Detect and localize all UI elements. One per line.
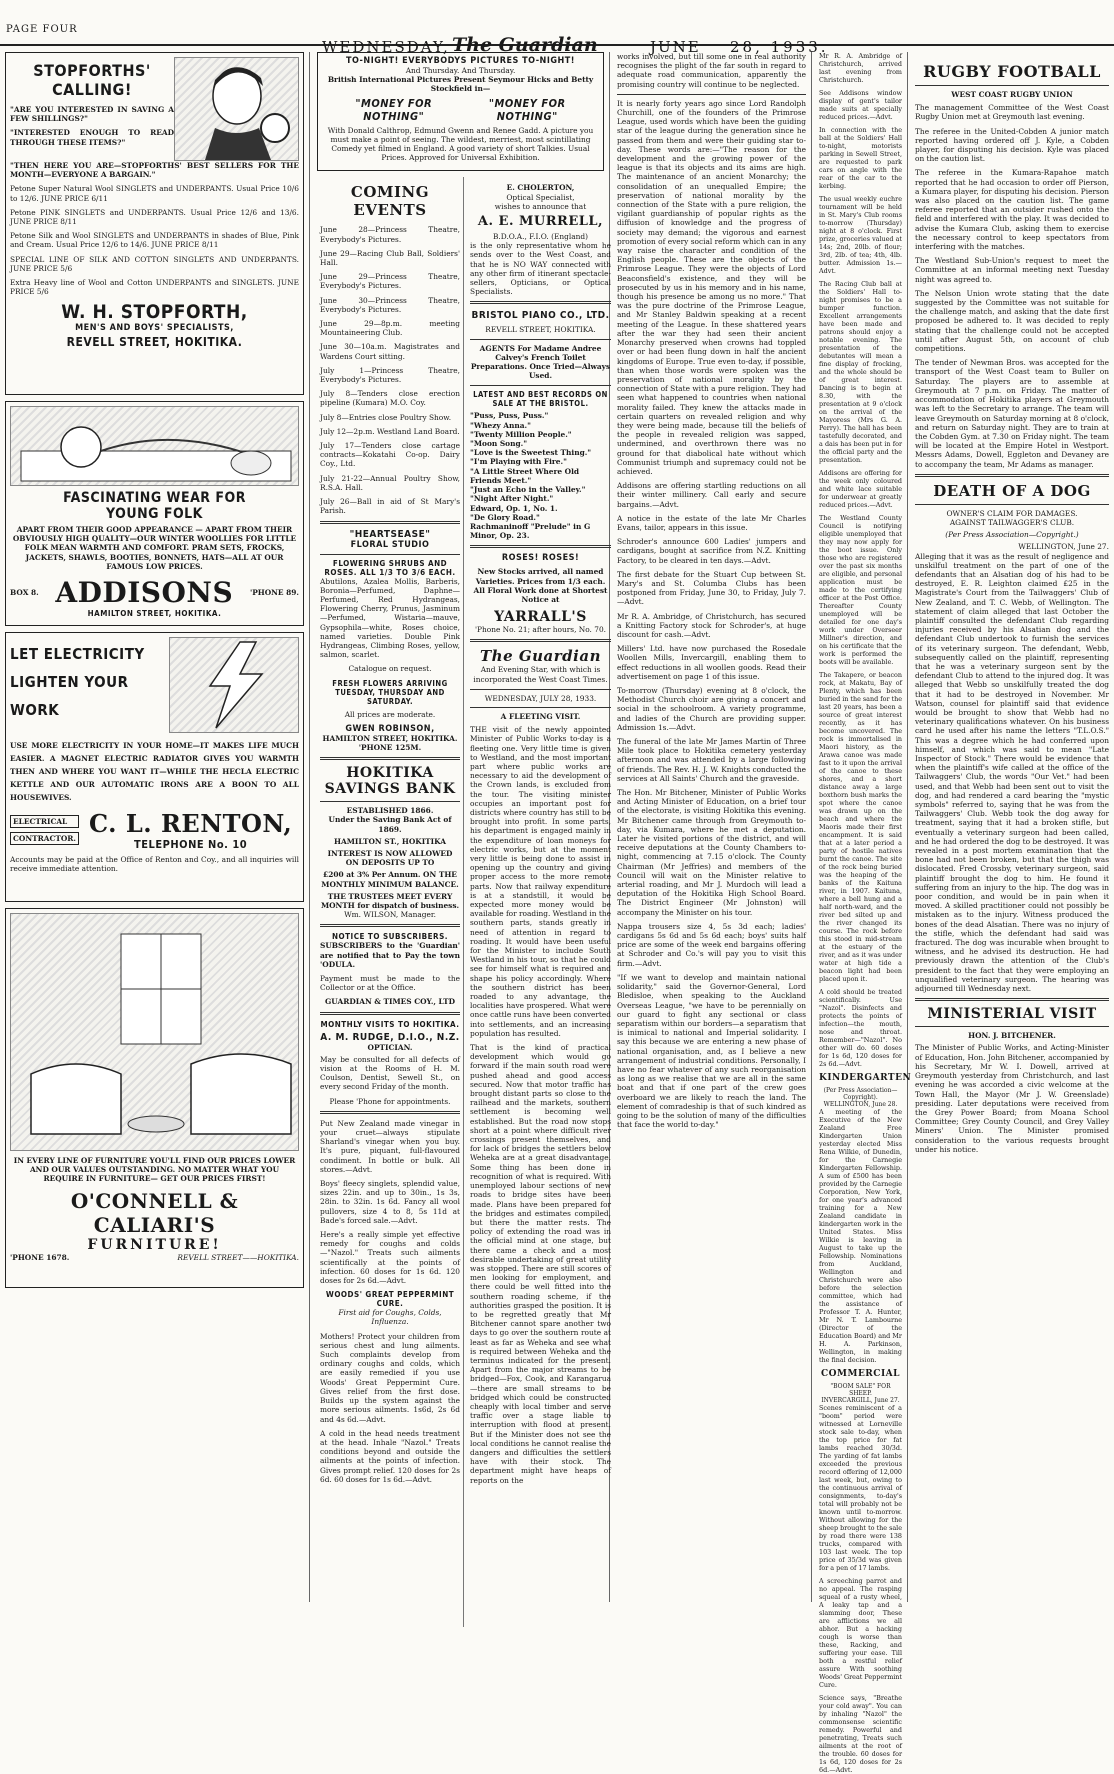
bristol-agents: AGENTS For Madame Andree Calvey's French Toilet Preparations. Once Tried—Always Used. [470, 343, 611, 381]
news-paragraph: Mr R. A. Ambridge, of Christchurch, has secured a Knitting Factory stock for Schroder's, at huge discount for cash.—Advt. [617, 611, 806, 639]
heartsease-sub: FLORAL STUDIO [350, 539, 430, 550]
record-item: "Night After Night." [470, 494, 554, 504]
stopforth-specialists: MEN'S AND BOYS' SPECIALISTS, [75, 323, 234, 334]
editorial-paragraph: THE visit of the newly appointed Minister of Public Works to-day is a fleeting one. Very little time is given to Westland, and the most important part where public works are necessary to aid the development of the Crown lands, is excluded from the tour. The visiting minister occupies an important post for districts where country has still to be brought into profit. In some parts, his department is engaged mainly in the expenditure of loan moneys for electric works, but at the moment very little is being done to assist in opening up the country and giving proper access to the more remote parts. Now that railway expenditure is at a standstill, it would be expected more money would be available for roading. Westland in the southern parts, stands greatly in need of attention in regard to roading. It would have been useful for the Minister to include South Westland in his tour, so that he could see for himself what is required and shape his policy accordingly. Where the southern district has been roaded to any advantage, the localities have prospered. What were once cattle runs have been converted into settlements, and an increasing population has resulted. [470, 725, 611, 1038]
pictures-presents: British International Pictures Present Seymour Hicks and Betty Stockfield in— [327, 75, 594, 94]
stopforth-name: W. H. STOPFORTH, [61, 301, 248, 324]
addisons-address: HAMILTON STREET, HOKITIKA. [87, 609, 222, 619]
roses-body: New Stocks arrived, all named Varieties. Prices from 1/3 each. All Floral Work done at Shortest Notice at [473, 567, 608, 604]
bank-street: HAMILTON ST., HOKITIKA [334, 836, 446, 846]
dog-heading: DEATH OF A DOG [933, 481, 1091, 500]
event-item: July 12—2p.m. Westland Land Board. [320, 426, 460, 436]
advert-column [0, 52, 310, 1602]
stopforth-advert [5, 52, 304, 395]
ministerial-body: The Minister of Public Works, and Acting-Minister of Education, Hon. John Bitchener, accompanied by his Secretary, Mr W. I. Dowell, arrived at Greymouth yesterday from Christchurch, and last evening he was accorded a civic welcome at the Town Hall, the Mayor (Mr J. W. Greenslade) presiding. Later deputations were received from the Grey Power Board; from Moana School Committee; Grey County Council, and Grey Valley Miners' Union. The Minister promised consideration to the various requests brought under his notice. [915, 1043, 1109, 1154]
stopforth-question-2: "INTERESTED ENOUGH TO READ THROUGH THESE ITEMS?" [10, 128, 174, 147]
man-with-telephone-illustration [174, 57, 299, 161]
bristol-address: REVELL STREET, HOKITIKA. [485, 325, 596, 335]
nazol-advert: A cold in the head needs treatment at the head. Inhale "Nazol." Treats conditions beyond and outside the ailments at the points of infection. Gives prompt relief. 120 doses for 2s 6d. 60 doses for 1s 6d.—Advt. [320, 1428, 460, 1484]
news-paragraph: The Racing Club ball at the Soldiers' Hall to-night promises to be a bumper function. Excellent arrangements have been made and patrons should enjoy a notable evening. The presentation of the debutantes will mean a fine display of frocking, and the whole should be of great interest. Dancing is to begin at 8.30, with the presentation at 9 o'clock on the arrival of the Mayoress (Mrs G. A. Perry). The hall has been tastefully decorated, and a dais has been put in for the official party and the presentation. [819, 280, 902, 464]
stopforth-subheadline: CALLING! [52, 80, 132, 99]
film-title: "MONEY FOR NOTHING" [488, 96, 566, 123]
sleeping-child-illustration [10, 406, 299, 486]
event-item: June 28—Princess Theatre, Everybody's Pictures. [320, 225, 460, 244]
record-item: "Twenty Million People." [470, 429, 572, 439]
oconnell-furniture: FURNITURE! [87, 1236, 222, 1253]
commercial-heading: COMMERCIAL [821, 1369, 900, 1379]
addisons-box: BOX 8. [10, 587, 39, 597]
murrell-qualifications: B.D.O.A., F.I.O. (England) [493, 232, 588, 242]
singlets-advert: Boys' fleecy singlets, splendid value, sizes 22in. and up to 30in., 1s 3s, 28in. to 32in. 1s 6d. Fancy all wool pullovers, size 4 to 8, 5s 11d at Bade's forced sale.—Advt. [320, 1179, 460, 1225]
news-paragraph: See Addisons window display of gent's tailor made suits at specially reduced prices.—Advt. [819, 89, 902, 121]
news-paragraph: Schroder's announce 600 Ladies' jumpers and cardigans, bought at sacrifice from N.Z. Knitting Factory, to be cleared in ten days.—Advt. [617, 537, 806, 565]
kindergarten-press: (Per Press Association—Copyright). [823, 1087, 898, 1101]
column-three [612, 52, 812, 1602]
heartsease-moderate: All prices are moderate. [344, 709, 436, 719]
subscribers-company: GUARDIAN & TIMES COY., LTD [324, 997, 456, 1007]
news-paragraph: To-morrow (Thursday) evening at 8 o'clock, the Methodist Church choir are giving a concert and social in the schoolroom. A variety programme, and ladies of the Church are providing supper. Admission 1s.—Advt. [617, 686, 806, 732]
bank-established: ESTABLISHED 1866. [346, 806, 434, 816]
film-title: "MONEY FOR NOTHING" [355, 96, 433, 123]
dog-subheading: OWNER'S CLAIM FOR DAMAGES. [946, 508, 1078, 518]
record-item: Rachmaninoff "Prelude" in G Minor, Op. 23. [470, 521, 591, 541]
dog-press: (Per Press Association—Copyright.) [945, 530, 1079, 540]
record-item: "Moon Song." [470, 439, 528, 449]
column-four [814, 52, 912, 1774]
column-two-left [317, 177, 464, 1627]
rugby-paragraph: The referee in the Kumara-Rapahoe match reported that he had occasion to order off Pierson, a Kumara player, for disputing his decision. Pierson was also placed on the caution list. The game referee reported that an outsider rushed onto the field and interfered with the play. It was decided to advise the Kumara Club, asking them to exercise the necessary control to keep spectators from interfering with the matches. [915, 168, 1109, 252]
guardian-date: WEDNESDAY, JULY 28, 1933. [484, 693, 597, 703]
pictures-dates: And Thursday. And Thursday. [405, 66, 516, 75]
bristol-name: BRISTOL PIANO CO., LTD. [471, 310, 610, 322]
editorial-paragraph: That is the kind of practical development which would go forward if the main south road were pushed ahead and good access secured. Now that motor traffic has brought distant parts so close to the railhead and the markets, southern settlement is becoming well established. But the road now stops short at a point where difficult river crossings present themselves, and for lack of bridges the settlers below Weheka are at a great disadvantage. Some thing has been done in recognition of what is required. With unemployed labour sections of new roads to bridge sites have been made. Plans have been prepared for the bridges and estimates compiled, but there the matter rests. The policy of extending the road was in the official mind at one stage, but there came a check and a most desirable undertaking of great utility was stopped. There are still scores of men looking for employment, and there could be well fitted into the southern roading scheme, if the authorities grasped the position. It is to be regretted greatly that Mr Bitchener cannot spare another two days to go over the southern route at least as far as Weheka and see what is required between Weheka and the terminus indicated for the present. Apart from the major streams to be bridged—Fox, Cook, and Karangarua—there are small streams to be bridged which could be constructed cheaply with local timber and serve traffic over a stage liable to interruption with flood at present. But if the Minister does not see the local conditions he cannot realise the dangers and difficulties the settlers have with their stock. The department might have heaps of reports on the [470, 1043, 611, 1485]
renton-label-contractor: CONTRACTOR. [10, 832, 79, 845]
bristol-latest: LATEST AND BEST RECORDS ON SALE AT THE BRISTOL. [473, 390, 608, 409]
column-two [312, 52, 610, 1602]
addisons-name: ADDISONS [55, 576, 234, 610]
kindergarten-body: A meeting of the Executive of the New Zealand Free Kindergarten Union yesterday elected Miss Rena Wilkie, of Dunedin, for the Carnegie Kindergarten Fellowship. A sum of £500 has been provided by the Carnegie Corporation, New York, for one year's advanced training for a New Zealand candidate in kindergarten work in the United States. Miss Wilkie is leaving in August to take up the Fellowship. Nominations from Auckland, Wellington and Christchurch were also before the selection committee, which had the assistance of Professor T. A. Hunter, Mr N. T. Lambourne (Director of the Education Board) and Mr H. A. Parkinson, Wellington, in making the final decision. [819, 1108, 902, 1364]
record-item: Edward, Op. 1, No. 1. [470, 503, 558, 513]
news-paragraph: The first debate for the Stuart Cup between St. Mary's and St. Columba Clubs has been postponed from Friday, June 30, to Friday, July 7.—Advt. [617, 569, 806, 607]
record-item: "Whezy Anna." [470, 420, 531, 430]
nazol-advert: Here's a really simple yet effective remedy for coughs and colds—"Nazol." Treats such ailments scientifically at the points of infection. 60 doses for 1s 6d. 120 doses for 2s 6d.—Advt. [320, 1230, 460, 1286]
heartsease-body: Abutilons, Azalea Mollis, Barberis, Boronia—Perfumed, Daphne—Perfumed, Red Hydrangeas, Flowering Cherry, Prunus, Jasminum—Perfumed, Wistaria—mauve, Gypsophila—white, Roses choice, named varieties. Double Pink Hydrangeas, Climbing Roses, yellow, salmon, scarlet. [320, 576, 460, 660]
stopforth-headline: STOPFORTHS' [33, 61, 151, 80]
kindergarten-dateline: WELLINGTON, June 28. [823, 1101, 898, 1108]
addisons-phone: 'PHONE 89. [249, 587, 299, 597]
murrell-specialist: Optical Specialist, [506, 192, 575, 202]
oconnell-advert [5, 908, 304, 1288]
murrell-name: A. E. MURRELL, [477, 214, 604, 230]
event-item: June 29—Princess Theatre, Everybody's Pictures. [320, 272, 460, 291]
rudge-heading: MONTHLY VISITS TO HOKITIKA. [320, 1019, 460, 1029]
masthead-day: WEDNESDAY, [322, 38, 450, 56]
man-portrait-icon [175, 58, 298, 160]
oconnell-phone: 'PHONE 1678. [10, 1252, 70, 1262]
record-item: "Puss, Puss, Puss." [470, 411, 549, 421]
news-paragraph: A cold should be treated scientifically. Use "Nazol". Disinfects and protects the points of infection—the mouth, nose and throat. Remember—"Nazol". No other will do. 60 doses for 1s 6d, 120 doses for 2s 6d.—Advt. [819, 988, 902, 1068]
pictures-advert [317, 52, 604, 171]
rugby-heading: RUGBY FOOTBALL [923, 62, 1101, 81]
bank-manager: Wm. WILSON, Manager. [344, 910, 436, 920]
records-list [470, 411, 611, 540]
event-item: July 8—Entries close Poultry Show. [320, 412, 452, 422]
kindergarten-heading: KINDERGARTEN [819, 1073, 912, 1083]
pictures-body: With Donald Calthrop, Edmund Gwenn and Renee Gadd. A picture you must make a point of seeing. The wildest, merriest, most scintillating Comedy yet filmed in England. A good variety of short Talkies. Usual Prices. Approved for Universal Exhibition. [327, 125, 594, 163]
event-item: June 30—10a.m. Magistrates and Wardens Court sitting. [320, 342, 460, 361]
heartsease-address: HAMILTON STREET, HOKITIKA. 'PHONE 125M. [322, 733, 458, 752]
rugby-paragraph: The referee in the United-Cobden A junior match reported having ordered off J. Kyle, a Cobden player, for disputing his decision. Kyle was placed on the caution list. [915, 126, 1109, 164]
subscribers-body: SUBSCRIBERS to the 'Guardian' are notified that to Pay the town 'ODULA. [320, 941, 460, 969]
record-item: "A Little Street Where Old Friends Meet." [470, 466, 580, 485]
heartsease-fresh: FRESH FLOWERS ARRIVING TUESDAY, THURSDAY AND SATURDAY. [332, 678, 448, 706]
news-paragraph: It is nearly forty years ago since Lord Randolph Churchill, one of the founders of the Primrose League, used words which have been the guiding star of the league during the generation since he passed from them and were their guiding star to-day. These words are:—"The reason for the development and the growing power of the league is that its objects and its aims are high. The maintenance of an ancient Monarchy; the consolidation of an unequalled Empire; the preservation of national morality by the connection of the State with a pure religion, the vigilant guardianship of popular rights as the diffusion of knowledge and the progress of society may demand; the vigorous and earnest promotion of every social reform which can in any way raise the character and condition of the English people. These are the objects of the Primrose League. They were the objects of Lord Beaconsfield's existence, and they will be prosecuted by us in his memory and in his name, though his presence be among us no more." That was the pure doctrine of the Primrose League, and Mr Stanley Baldwin speaking at a recent meeting of the League. In these shattered years after the war they had seen their ancient Monarchy preserved when crowns had toppled over or had been flung down in half the ancient kingdoms of Europe. True even to-day, if possible, than when those words were spoken was the preservation of national morality by the connection of State with a pure religion. They had seen what happened to countries when national morality failed. They knew the attacks made in certain quarters on revealed religion and why they were being made, because till the beliefs of the people in revealed religion was sapped, undermined, and overthrown there was no ground for that diabolical hate without which Communist triumph and supremacy could not be achieved. [617, 98, 806, 476]
oconnell-name: O'CONNELL & CALIARI'S [70, 1188, 239, 1237]
masthead-month: JUNE [650, 38, 701, 56]
roses-heading: ROSES! ROSES! [501, 553, 580, 564]
heartsease-owner: GWEN ROBINSON, [345, 723, 435, 734]
dog-body: Alleging that it was as the result of negligence and unskilful treatment on the part of one of the defendants that an Alsatian dog of his had to be destroyed, E. R. Leighton claimed £25 in the Magistrate's Court from the Tailwaggers' Club of New Zealand, and T. C. Webb, of Wellington. The statement of claim alleged that last October the plaintiff consulted the defendant Club regarding injuries received by his Alsatian dog and the defendant Club undertook to furnish the services of its veterinary surgeon. The defendant, Webb, subsequently called on the plaintiff, representing that he was a veterinary surgeon sent by the defendant Club to attend to the injured dog. It was alleged that Webb so unskilfully treated the dog that it had to be destroyed in November. Mr Watson, counsel for plaintiff said that evidence would be brought to show that Webb had no veterinary qualifications whatever. On his business card he used after his name the letters "T.L.O.S." This was a degree which he had conferred upon himself, and which was said to mean "Late Inspector of Stock." There would be evidence that when the plaintiff's wife called at the office of the Tailwaggers' Club, the words "Our Vet." had been used, and that Webb had been sent out to visit the dog, and had rendered a card bearing the "mystic symbols" referred to, saying that he was from the Tailwaggers' Club. Webb took the dog away for treatment, saying that it had a broken stifle, but eventually a veterinary surgeon had been called, and he had ordered the dog to be destroyed. It was revealed in a post mortem examination that the bone had not been broken, but that the thigh was dislocated. Fred Crossby, veterinary surgeon, said plaintiff brought the dog to him. He found it suffering from an injury to the hip. The dog was in poor condition, and would be in pain when it moved. A skilled practitioner could not possibly be mistaken as to the injury. Witness produced the bones of the dead Alsatian. There was no injury of the stifle, which the defendant had said was fractured. The dog was incurable when brought to witness, and he advised its destruction. He had previously drawn the attention of the Club's president to the fact that they were employing an unqualified veterinary surgeon. The hearing was adjourned till Wednesday next. [915, 551, 1109, 994]
renton-note: Accounts may be paid at the Office of Renton and Coy., and all inquiries will receive immediate attention. [10, 855, 299, 874]
news-paragraph: Millers' Ltd. have now purchased the Rosedale Woollen Mills, Invercargill, enabling them to effect reductions in all woollen goods. Read their advertisement on page 1 of this issue. [617, 644, 806, 681]
rugby-paragraph: The tender of Newman Bros. was accepted for the transport of the West Coast team to Buller on Saturday. The players are to assemble at Greymouth at 7 p.m. on Friday. The matter of accommodation of Hokitika players at Greymouth was left to the Secretary to arrange. The team will leave Greymouth on Saturday morning at 8 o'clock, and return on Saturday night. They are to train at the Cobden Gym. at 7.30 on Friday night. The team will be located at the Empire Hotel in Westport. Messrs Adams, Dowell, Eggleton and Devaney are to accompany the team, Mr Adams as manager. [915, 358, 1109, 469]
rugby-paragraph: The Nelson Union wrote stating that the date suggested by the Committee was not suitable for the challenge match, and asking that the date first proposed be adhered to. It was decided to reply stating that the challenge could not be accepted until after August 5th, on account of club competitions. [915, 288, 1109, 354]
coming-events-heading: COMING EVENTS [350, 183, 430, 220]
yarralls-phone: 'Phone No. 21; after hours, No. 70. [474, 625, 607, 635]
ministerial-heading: MINISTERIAL VISIT [927, 1006, 1097, 1023]
addisons-advert [5, 401, 304, 626]
heartsease-name: "HEARTSEASE" [349, 528, 431, 540]
murrell-body: is the only representative whom he sends over to the West Coast, and that he is NO WAY connected with any other firm of itinerant spectacle-sellers, Opticians, or Optical Specialists. [470, 241, 611, 297]
addisons-body: APART FROM THEIR GOOD APPEARANCE — APART FROM THEIR OBVIOUSLY HIGH QUALITY—OUR WINTER WOOLLIES FOR LITTLE FOLK MEAN WARMTH AND COMFORT. PRAM SETS, FROCKS, JACKETS, SHAWLS, BOOTIES, BONNETS, HATS—ALL AT OUR FAMOUS LOW PRICES. [12, 525, 297, 571]
news-paragraph: A notice in the estate of the late Mr Charles Evans, tailor, appears in this issue. [617, 513, 806, 532]
column-five [910, 52, 1114, 1602]
stopforth-address: REVELL STREET, HOKITIKA. [66, 335, 243, 350]
news-paragraph: Addisons are offering for the week only coloured and white lace suitable for underwear at greatly reduced prices.—Advt. [819, 469, 902, 509]
bank-interest: INTEREST IS NOW ALLOWED ON DEPOSITS UP TO [327, 848, 453, 868]
woods-body: Mothers! Protect your children from serious chest and lung ailments. Such complaints develop from ordinary coughs and colds, which are easily remedied if you use Woods' Great Peppermint Cure. Gives relief from the first dose. Builds up the system against the more serious ailments. 1s6d, 2s 6d and 4s 6d.—Advt. [320, 1331, 460, 1424]
event-item: July 21-22—Annual Poultry Show, R.S.A. Hall. [320, 473, 460, 492]
record-item: "Just an Echo in the Valley." [470, 485, 586, 495]
oconnell-address: REVELL STREET——HOKITIKA. [177, 1252, 299, 1262]
stopforth-question-1: "ARE YOU INTERESTED IN SAVING A FEW SHILLINGS?" [10, 105, 174, 124]
heartsease-catalogue: Catalogue on request. [348, 664, 432, 674]
renton-headline-1: LET ELECTRICITY [10, 645, 145, 663]
rugby-paragraph: The management Committee of the West Coast Rugby Union met at Greymouth last evening. [915, 103, 1109, 122]
news-paragraph: The Westland County Council is notifying eligible unemployed that they may now apply for the boot issue. Only those who are registered over the past six months are eligible, and personal application must be made to the certifying officer at the Post Office. Thereafter County unemployed will be detailed for one day's work under Overseer Millner's direction, and on his certificate that the work is performed the boots will be available. [819, 514, 902, 666]
editorial-headline: A FLEETING VISIT. [500, 711, 581, 721]
rugby-subheading: WEST COAST RUGBY UNION [951, 90, 1073, 99]
addisons-subheadline: YOUNG FOLK [106, 506, 203, 522]
coming-events-list [320, 225, 460, 515]
vinegar-advert: Put New Zealand made vinegar in your cruet—always stipulate Sharland's vinegar when you buy. It's pure, piquant, full-flavoured condiment. In bottle or bulk. All stores.—Advt. [320, 1118, 460, 1174]
renton-name: C. L. RENTON, [89, 809, 293, 838]
renton-body: USE MORE ELECTRICITY IN YOUR HOME—IT MAKES LIFE MUCH EASIER. A MAGNET ELECTRIC RADIATOR GIVES YOU WARMTH THEN AND WHERE YOU WANT IT—WHILE THE HECLA ELECTRIC KETTLE AND OUR AUTOMATIC IRONS ARE A BOON TO ALL HOUSEWIVES. [10, 741, 299, 802]
woods-verse: A screeching parrot and no appeal. The rasping squeal of a rusty wheel, A leaky tap and a slamming door, These are afflictions we all abhor. But a hacking cough is worse than these, Racking, and suffering your ease. Till both a restful relief assure With soothing Woods' Great Peppermint Cure. [819, 1577, 902, 1689]
news-paragraph: The funeral of the late Mr James Martin of Three Mile took place to Hokitika cemetery yesterday afternoon and was attended by a large following of friends. The Rev. H. J. W. Knights conducted the services at All Saints' Church and the graveside. [617, 737, 806, 783]
renton-advert [5, 632, 304, 902]
lightning-bolt-icon [170, 638, 298, 732]
event-item: June 29—Racing Club Ball, Soldiers' Hall. [320, 248, 460, 268]
rugby-paragraph: The Westland Sub-Union's request to meet the Committee at an informal meeting next Tuesday night was agreed to. [915, 256, 1109, 284]
bank-act: Under the Saving Bank Act of 1869. [328, 815, 452, 834]
news-paragraph: Mr R. A. Ambridge of Christchurch, arrived last evening from Christchurch. [819, 52, 902, 84]
news-paragraph: works involved, but till some one in real authority recognises the plight of the far south in regard to adequate road communication, apparently the promising country will continue to be neglected. [617, 52, 806, 89]
commercial-subheading: "BOOM SALE" FOR SHEEP. [830, 1383, 891, 1397]
living-room-furniture-illustration [10, 913, 299, 1151]
event-item: July 8—Tenders close erection pipeline (Kumara) M.O. Coy. [320, 389, 460, 408]
renton-label-electrical: ELECTRICAL [10, 815, 79, 828]
record-item: "Love is the Sweetest Thing." [470, 448, 592, 458]
renton-headline-3: WORK [10, 701, 60, 719]
sleeping-child-icon [11, 407, 301, 485]
bank-name-1: HOKITIKA [346, 765, 434, 782]
stopforth-item: SPECIAL LINE OF SILK AND COTTON SINGLETS AND UNDERPANTS. JUNE PRICE 5/6 [10, 254, 299, 273]
guardian-subtitle: And Evening Star, with which is incorporated the West Coast Times. [473, 665, 608, 684]
woods-heading: WOODS' GREAT PEPPERMINT CURE. [325, 1290, 455, 1309]
rudge-name: A. M. RUDGE, D.I.O., N.Z. [320, 1031, 460, 1043]
nazol-advert: Science says, "Breathe your cold away". You can by inhaling "Nazol" the commonsense scientific remedy. Powerful and penetrating, Treats such ailments at the root of the trouble. 60 doses for 1s 6d, 120 doses for 2s 6d.—Advt. [819, 1694, 902, 1774]
murrell-cholerton: E. CHOLERTON, [506, 183, 575, 193]
page-number: PAGE FOUR [6, 24, 78, 35]
column-two-right [467, 177, 614, 1627]
event-item: June 29—8p.m. meeting Mountaineering Club. [320, 319, 460, 338]
record-item: "I'm Playing with Fire." [470, 457, 567, 467]
pictures-heading: TO-NIGHT! EVERYBODYS PICTURES TO-NIGHT! [345, 56, 575, 66]
commercial-body: Scenes reminiscent of a "boom" period were witnessed at Lorneville stock sale to-day, when the top price for fat lambs reached 30/3d. The yarding of fat lambs exceeded the previous record offering of 12,000 last week, but, owing to the continuous arrival of consignments, to-day's total will probably not be known until to-morrow. Without allowing for the sheep brought to the sale by road there were 138 trucks, compared with 103 last week. The top price of 35/3d was given for a pen of 17 lambs. [819, 1404, 902, 1572]
yarralls-name: YARRALL'S [494, 609, 587, 626]
guardian-title: The Guardian [480, 647, 601, 666]
woods-subheading: First aid for Coughs, Colds, Influenza. [338, 1308, 442, 1327]
addisons-headline: FASCINATING WEAR FOR [63, 490, 246, 506]
commercial-dateline: INVERCARGILL, June 27. [821, 1397, 900, 1404]
masthead-date: 28, 1933. [730, 38, 829, 56]
masthead [0, 0, 1114, 56]
heartsease-heading: FLOWERING SHRUBS AND ROSES. ALL 1/3 TO 3/6 EACH. [324, 558, 456, 577]
stopforth-question-3: "THEN HERE YOU ARE—STOPFORTHS' BEST SELLERS FOR THE MONTH—EVERYONE A BARGAIN." [10, 161, 299, 180]
event-item: July 1—Princess Theatre, Everybody's Pictures. [320, 365, 460, 385]
renton-telephone: TELEPHONE No. 10 [134, 838, 248, 851]
murrell-announce: wishes to announce that [494, 201, 587, 211]
stopforth-item: Petone PINK SINGLETS and UNDERPANTS. Usual Price 12/6 and 13/6. JUNE PRICE 8/11 [10, 207, 299, 227]
news-paragraph: The Hon. Mr Bitchener, Minister of Public Works and Acting Minister of Education, on a brief tour of the electorate, is visiting Hokitika this evening. Mr Bitchener came through from Greymouth to-day, via Kumara, where he met a deputation. Later he visited portions of the district, and will receive deputations at the County Chambers to-night, commencing at 7.15 o'clock. The County Chairman (Mr Jeffries) and members of the Council will wait on the Minister relative to arterial roading, and Mr J. Murdoch will lead a deputation of the Hokitika High School Board. The District Engineer (Mr Johnston) will accompany the Minister on his tour. [617, 788, 806, 917]
armchair-icon [11, 914, 303, 1150]
dog-subheading-2: AGAINST TAILWAGGER'S CLUB. [949, 517, 1075, 527]
renton-headline-2: LIGHTEN YOUR [10, 673, 129, 691]
bank-rate: £200 at 3% Per Annum. ON THE MONTHLY MINIMUM BALANCE. [321, 870, 459, 889]
news-paragraph: "If we want to develop and maintain national solidarity," said the Governor-General, Lord Bledisloe, when speaking to the Auckland Overseas League, "we have to be perennially on our guard to fight any sectional or class separatism within our borders—a separatism that is inimical to national and Imperial solidarity. I say this because we are entering a new phase of national organisation, and, as I believe a new arrangement of industrial conditions. Personally, I have no fear whatever of any such reorganisation as long as we realise that we are all in the same boat and that if one part of the crew goes overboard we are likely to reach the land. The element of comradeship is that of such kindred as going to be the solution of many of the difficulties that face the world to-day." [617, 972, 806, 1130]
ministerial-subheading: HON. J. BITCHENER. [968, 1031, 1056, 1041]
stopforth-item: Petone Super Natural Wool SINGLETS and UNDERPANTS. Usual Price 10/6 to 12/6. JUNE PRICE 6/11 [10, 184, 299, 203]
event-item: June 30—Princess Theatre, Everybody's Pictures. [320, 295, 460, 314]
electric-appliances-illustration [169, 637, 299, 733]
rudge-phone: Please 'Phone for appointments. [329, 1096, 451, 1106]
news-paragraph: Nappa trousers size 4, 5s 3d each; ladies' cardigans 5s 6d and 5s 6d each; boys' suits half price are some of the week end bargains offering at Schroder and Co.'s will pay you to visit this firm.—Advt. [617, 921, 806, 968]
bank-name-2: SAVINGS BANK [324, 781, 456, 798]
bank-trustees: THE TRUSTEES MEET EVERY MONTH for dispatch of business. [320, 891, 460, 910]
record-item: "De Glory Road." [470, 512, 540, 522]
news-paragraph: In connection with the ball at the Soldiers' Hall to-night, motorists parking in Sewell Street, are requested to park cars on angle with the rear of the car to the kerbing. [819, 126, 902, 190]
event-item: July 17—Tenders close cartage contracts—Kokatahi Co-op. Dairy Coy., Ltd. [320, 441, 460, 469]
news-paragraph: Addisons are offering startling reductions on all their winter millinery. Call early and secure bargains.—Advt. [617, 481, 806, 509]
newspaper-title: The Guardian [452, 34, 598, 56]
stopforth-item: Petone Silk and Wool SINGLETS and UNDERPANTS in shades of Blue, Pink and Cream. Usual Price 12/6 to 14/6. JUNE PRICE 8/11 [10, 231, 299, 250]
rudge-optician: OPTICIAN. [367, 1042, 413, 1052]
rudge-body: May be consulted for all defects of vision at the Rooms of H. M. Coulson, Dentist, Sewell St., on every second Friday of the month. [320, 1054, 460, 1092]
subscribers-heading: NOTICE TO SUBSCRIBERS. [331, 932, 449, 942]
stopforth-item: Extra Heavy line of Wool and Cotton UNDERPANTS and SINGLETS. JUNE PRICE 5/6 [10, 278, 299, 297]
news-paragraph: The usual weekly euchre tournament will be held in St. Mary's Club rooms to-morrow (Thursday) night at 8 o'clock. First prize, groceries valued at 14s; 2nd, 20lb. of flour; 3rd, 2lb. of tea; 4th, 4lb. butter. Admission 1s.—Advt. [819, 195, 902, 275]
event-item: July 26—Ball in aid of St Mary's Parish. [320, 497, 460, 516]
oconnell-body: IN EVERY LINE OF FURNITURE YOU'LL FIND OUR PRICES LOWER AND OUR VALUES OUTSTANDING. NO MATTER WHAT YOU REQUIRE IN FURNITURE— GET OUR PRICES FIRST! [13, 1156, 296, 1184]
subscribers-payment: Payment must be made to the Collector or at the Office. [320, 973, 460, 993]
dog-dateline: WELLINGTON, June 27. [1018, 542, 1109, 552]
news-paragraph: The Takapere, or beacon rock, at Makatu, Bay of Plenty, which has been buried in the sand for the last 20 years, has been a source of great interest recently, as it has become uncovered. The rock is immortalised in Maori history, as the Arawa canoe was made fast to it upon the arrival of the canoe to these shores, and a short distance away a large boxthorn bush marks the spot where the canoe was drawn up on the beach and where the Maoris made their first encampment. It is said that at a later period a party of hostile natives burnt the canoe. The site of the rock being buried was the heaping of the banks of the Kaituna river, in 1907. Kaituna, where a bell hung and a half north-ward, and the river bed silted up and the river changed its course. The rock before this stood in mid-stream at the estuary of the river, and as it was under water at high tide a beacon light had been placed upon it. [819, 671, 902, 983]
